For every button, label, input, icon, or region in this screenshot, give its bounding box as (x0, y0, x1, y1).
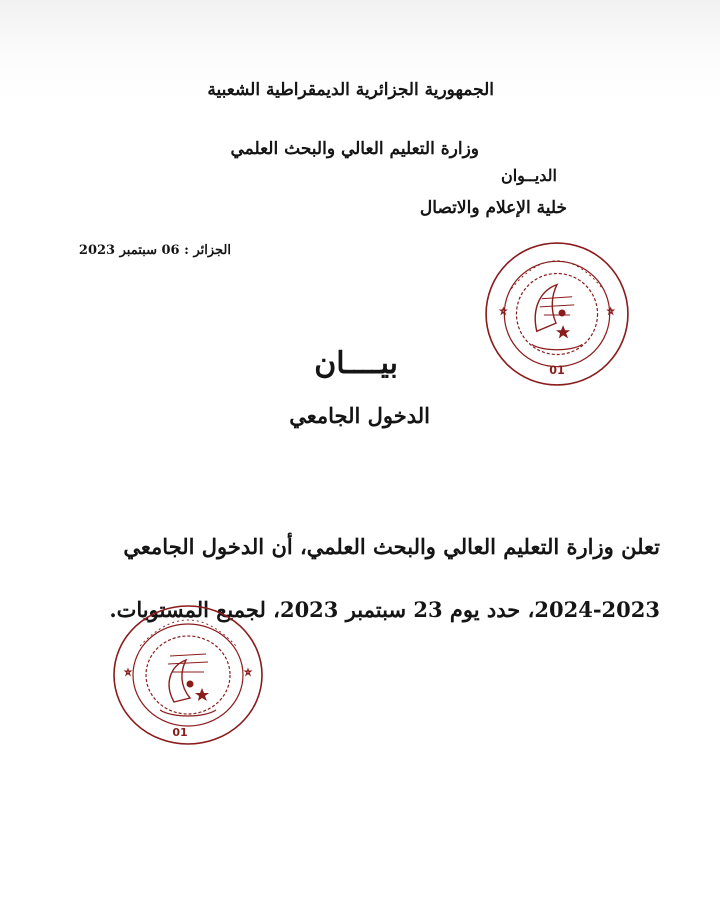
office-heading: الديــوان (500, 166, 557, 185)
seal-icon (108, 602, 268, 748)
ministry-seal-stamp-lower (108, 602, 268, 748)
document-subject: الدخول الجامعي (289, 403, 430, 428)
cell-heading: خلية الإعلام والاتصال (419, 198, 567, 218)
document-title: بيــــان (314, 346, 398, 381)
stamp-number: 01 (549, 363, 565, 377)
seal-icon (481, 238, 633, 390)
body-line-2: 2024-2023، حدد يوم 23 سبتمبر 2023، لجميع المستويات. (109, 597, 660, 622)
ministry-seal-stamp (481, 238, 633, 390)
republic-heading: الجمهورية الجزائرية الديمقراطية الشعبية (207, 80, 494, 100)
ministry-heading: وزارة التعليم العالي والبحث العلمي (230, 139, 479, 159)
body-line-1: تعلن وزارة التعليم العالي والبحث العلمي، أن الدخول الجامعي (123, 534, 660, 559)
stamp-number: 01 (172, 726, 188, 739)
date-line: الجزائر : 06 سبتمبر 2023 (78, 243, 231, 258)
